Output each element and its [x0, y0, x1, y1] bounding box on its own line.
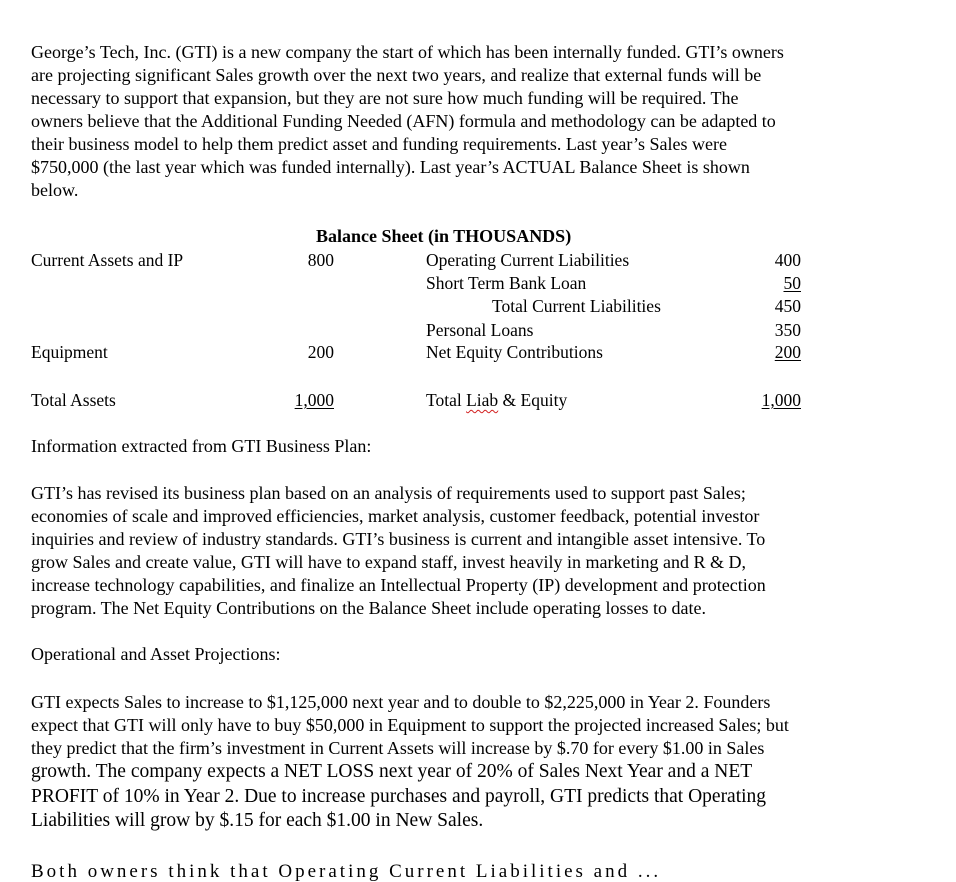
- short-term-loan-value: [731, 273, 801, 293]
- personal-loans-value: 350: [774, 320, 801, 340]
- plan-line: program. The Net Equity Contributions on the Balance Sheet include operating losses to date.: [31, 598, 707, 618]
- projections-paragraph: [31, 691, 911, 760]
- intro-line: below.: [31, 180, 79, 200]
- projection-line: Liabilities will grow by $.15 for each $1.00 in New Sales.: [31, 810, 484, 831]
- projection-line: growth. The company expects a NET LOSS next year of 20% of Sales Next Year and a NET: [31, 761, 753, 782]
- net-equity-value: [731, 342, 801, 362]
- intro-paragraph: [31, 41, 911, 202]
- projection-line: PROFIT of 10% in Year 2. Due to increase purchases and payroll, GTI predicts that Operating: [31, 785, 767, 807]
- projections-paragraph-large: [31, 760, 911, 834]
- balance-sheet-title: Balance Sheet (in THOUSANDS): [316, 226, 572, 246]
- operating-liabilities-value: 400: [774, 250, 801, 270]
- ops-heading-text: Operational and Asset Projections:: [31, 644, 281, 664]
- info-heading: [31, 435, 911, 458]
- intro-line: are projecting significant Sales growth over the next two years, and realize that external funds will be: [31, 65, 762, 85]
- cutoff-line: [31, 860, 891, 882]
- personal-loans-label: Personal Loans: [426, 320, 534, 340]
- info-heading-text: Information extracted from GTI Business Plan:: [31, 436, 372, 456]
- equipment-label: Equipment: [31, 342, 108, 362]
- plan-paragraph: [31, 482, 911, 620]
- intro-line: George’s Tech, Inc. (GTI) is a new company the start of which has been internally funded. GTI’s owners: [31, 42, 784, 62]
- total-current-liabilities-label: Total Current Liabilities: [492, 296, 661, 316]
- total-current-liabilities-value: 450: [774, 296, 801, 316]
- short-term-loan-label: Short Term Bank Loan: [426, 273, 587, 293]
- total-liab-equity-value: [731, 390, 801, 410]
- total-liab-equity-label: [426, 390, 567, 410]
- spellcheck-word: Liab: [466, 390, 499, 410]
- projection-line: they predict that the firm’s investment in Current Assets will increase by $.70 for every $1.00 in Sales: [31, 738, 765, 758]
- cutoff-line-text: Both owners think that Operating Current Liabilities and ...: [31, 861, 662, 882]
- short-term-loan-number: 50: [783, 273, 801, 293]
- intro-line: owners believe that the Additional Funding Needed (AFN) formula and methodology can be adapted to: [31, 111, 776, 131]
- plan-line: GTI’s has revised its business plan based on an analysis of requirements used to support past Sales;: [31, 483, 746, 503]
- projection-line: GTI expects Sales to increase to $1,125,000 next year and to double to $2,225,000 in Year 2. Founders: [31, 692, 771, 712]
- total-liab-equity-number: 1,000: [761, 390, 801, 410]
- plan-line: grow Sales and create value, GTI will have to expand staff, invest heavily in marketing and R & D,: [31, 552, 746, 572]
- plan-line: increase technology capabilities, and finalize an Intellectual Property (IP) development and protection: [31, 575, 766, 595]
- equipment-value: 200: [307, 342, 334, 362]
- operating-liabilities-label: Operating Current Liabilities: [426, 250, 630, 270]
- current-assets-value: 800: [307, 250, 334, 270]
- plan-line: economies of scale and improved efficiencies, market analysis, customer feedback, potential investor: [31, 506, 760, 526]
- intro-line: $750,000 (the last year which was funded internally). Last year’s ACTUAL Balance Sheet is shown: [31, 157, 750, 177]
- net-equity-number: 200: [774, 342, 801, 362]
- intro-line: necessary to support that expansion, but they are not sure how much funding will be required. The: [31, 88, 739, 108]
- intro-line: their business model to help them predict asset and funding requirements. Last year’s Sales were: [31, 134, 727, 154]
- total-assets-value: [274, 390, 334, 410]
- projection-line: expect that GTI will only have to buy $50,000 in Equipment to support the projected increased Sales; but: [31, 715, 789, 735]
- total-assets-number: 1,000: [294, 390, 334, 410]
- current-assets-label: Current Assets and IP: [31, 250, 184, 270]
- plan-line: inquiries and review of industry standards. GTI’s business is current and intangible asset intensive. To: [31, 529, 766, 549]
- ops-heading: [31, 643, 911, 666]
- total-assets-label: Total Assets: [31, 390, 116, 410]
- total-liab-equity-text-start: Total: [426, 390, 467, 410]
- net-equity-label: Net Equity Contributions: [426, 342, 603, 362]
- total-liab-equity-text-end: & Equity: [498, 390, 568, 410]
